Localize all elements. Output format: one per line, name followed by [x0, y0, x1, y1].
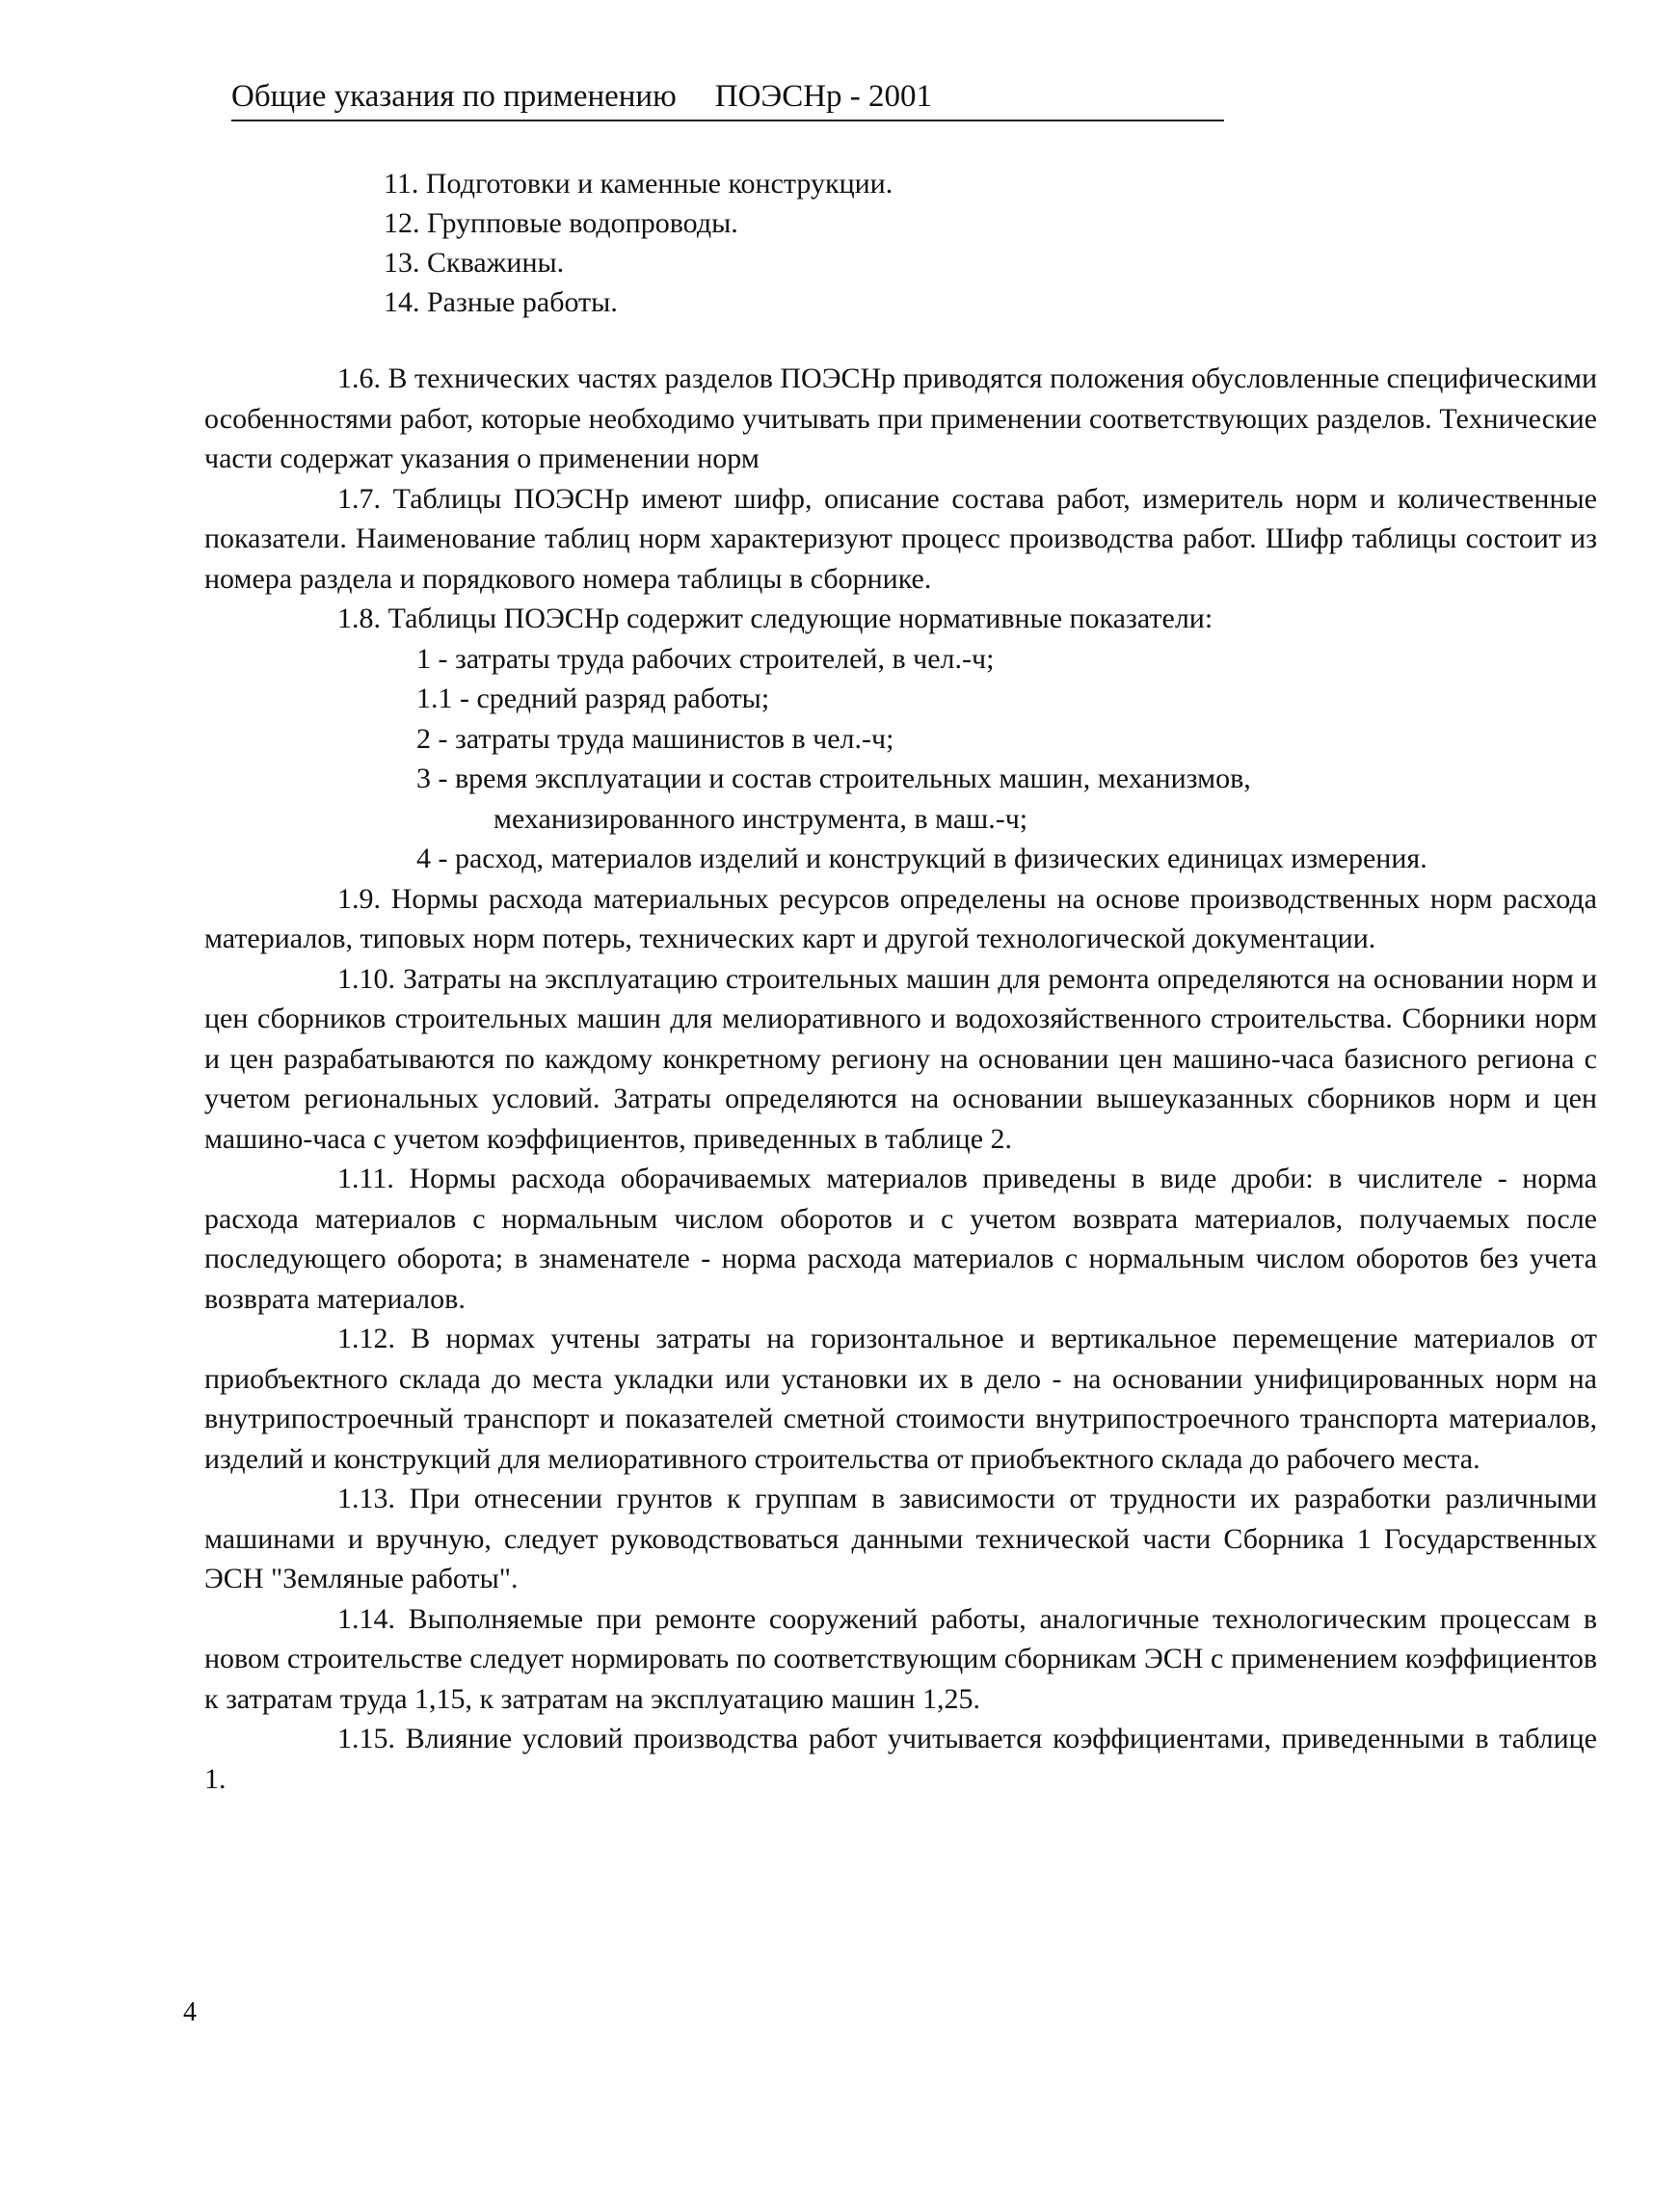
- list-item: 11. Подготовки и каменные конструкции.: [384, 168, 893, 200]
- list-item: 14. Разные работы.: [384, 286, 618, 318]
- indicator-3: [204, 759, 1597, 839]
- document-body: [204, 359, 1597, 1799]
- paragraph-1-11: 1.11. Нормы расхода оборачиваемых материалов приведены в виде дроби: в числителе - норма расхода материалов с нормальным числом оборотов и с учетом возврата материалов, получаемых после последующего оборота; в знаменателе - норма расхода материалов с нормальным числом оборотов без учета возврата материалов.: [204, 1163, 1597, 1315]
- paragraph-1-10: 1.10. Затраты на эксплуатацию строительных машин для ремонта определяются на основании норм и цен сборников строительных машин для мелиоративного и водохозяйственного строительства. Сборники норм и цен разрабатываются по каждому конкретному региону на основании цен машино-часа базисного региона с учетом региональных условий. Затраты определяются на основании вышеуказанных сборников норм и цен машино-часа с учетом коэффициентов, приведенных в таблице 2.: [204, 962, 1597, 1155]
- paragraph-1-13: 1.13. При отнесении грунтов к группам в зависимости от трудности их разработки различными машинами и вручную, следует руководствоваться данными технической части Сборника 1 Государственных ЭСН "Земляные работы".: [204, 1483, 1597, 1594]
- indicator-3-continuation: механизированного инструмента, в маш.-ч;: [493, 802, 1028, 835]
- paragraph-1-7: 1.7. Таблицы ПОЭСНр имеют шифр, описание состава работ, измеритель норм и количественные показатели. Наименование таблиц норм характеризуют процесс производства работ. Шифр таблицы состоит из номера раздела и порядкового номера таблицы в сборнике.: [204, 482, 1597, 595]
- paragraph-1-8: 1.8. Таблицы ПОЭСНр содержит следующие нормативные показатели:: [337, 602, 1213, 634]
- header-code: ПОЭСНр - 2001: [714, 79, 933, 114]
- list-item: 12. Групповые водопроводы.: [384, 207, 738, 239]
- indicator-1: 1 - затраты труда рабочих строителей, в чел.-ч;: [416, 642, 995, 675]
- header-title: Общие указания по применению: [231, 79, 677, 114]
- paragraph-1-6: 1.6. В технических частях разделов ПОЭСНр приводятся положения обусловленные специфическими особенностями работ, которые необходимо учитывать при применении соответствующих разделов. Технические части содержат указания о применении норм: [204, 362, 1597, 474]
- paragraph-1-9: 1.9. Нормы расхода материальных ресурсов определены на основе производственных норм расхода материалов, типовых норм потерь, технических карт и другой технологической документации.: [204, 882, 1597, 954]
- indicator-4: 4 - расход, материалов изделий и конструкций в физических единицах измерения.: [416, 843, 1427, 874]
- indicator-1-1: 1.1 - средний разряд работы;: [416, 683, 770, 714]
- indicator-2: 2 - затраты труда машинистов в чел.-ч;: [416, 722, 894, 755]
- paragraph-1-12: 1.12. В нормах учтены затраты на горизонтальное и вертикальное перемещение материалов от приобъектного склада до места укладки или установки их в дело - на основании унифицированных норм на внутрипостроечный транспорт и показателей сметной стоимости внутрипостроечного транспорта материалов, изделий и конструкций для мелиоративного строительства от приобъектного склада до рабочего места.: [204, 1323, 1597, 1475]
- indicator-3-text: 3 - время эксплуатации и состав строительных машин, механизмов,: [416, 763, 1251, 794]
- paragraph-1-15: 1.15. Влияние условий производства работ учитывается коэффициентами, приведенными в таблице 1.: [204, 1723, 1597, 1795]
- page-number: 4: [183, 1997, 197, 2027]
- list-item: 13. Скважины.: [384, 247, 565, 279]
- paragraph-1-14: 1.14. Выполняемые при ремонте сооружений работы, аналогичные технологическим процессам в новом строительстве следует нормировать по соответствующим сборникам ЭСН с применением коэффициентов к затратам труда 1,15, к затратам на эксплуатацию машин 1,25.: [204, 1602, 1597, 1715]
- page-header: [231, 75, 1224, 121]
- section-list: [384, 164, 893, 322]
